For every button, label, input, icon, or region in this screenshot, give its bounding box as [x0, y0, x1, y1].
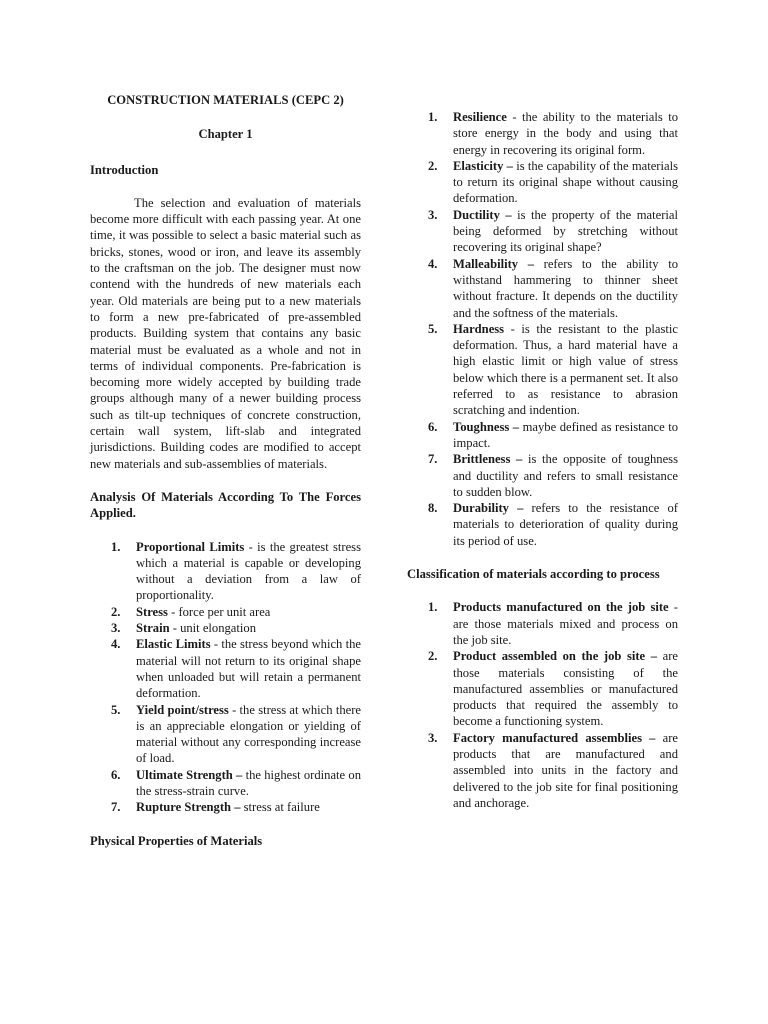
item-description: - unit elongation [169, 621, 256, 636]
analysis-list [90, 539, 361, 816]
item-term: Products manufactured on the job site [453, 600, 669, 615]
physical-properties-list [407, 109, 678, 549]
item-term: Factory manufactured assemblies – [453, 730, 656, 745]
list-item [90, 702, 361, 767]
item-term: Elastic Limits [136, 637, 211, 652]
item-description: stress at failure [240, 800, 320, 815]
physical-properties-heading: Physical Properties of Materials [90, 833, 263, 848]
item-term: Proportional Limits [136, 539, 245, 554]
item-description: - the stress beyond which the material will not return to its original shape when unloaded but will retain a permanent deformation. [136, 637, 361, 701]
list-item [90, 539, 361, 604]
list-item [407, 321, 678, 419]
list-item [407, 648, 678, 729]
item-description: are products that are manufactured and assembled into units in the factory and delivered to the job site for final positioning and anchorage. [453, 730, 678, 810]
chapter-heading: Chapter 1 [198, 127, 253, 142]
item-description: is the capability of the materials to return its original shape without causing deformation. [453, 158, 678, 206]
list-item [407, 158, 678, 207]
item-description: are those materials consisting of the manufactured assemblies or manufactured products that required the assembly to become a functioning system. [453, 649, 678, 729]
item-number: 5. [428, 321, 438, 336]
item-term: Elasticity – [453, 158, 513, 173]
item-description: is the property of the material being deformed by stretching without recovering its original shape? [453, 207, 678, 255]
item-description: - is the greatest stress which a material is capable or developing without a deviation from a law of proportionality. [136, 539, 361, 603]
item-term: Toughness – [453, 419, 520, 434]
list-item [90, 620, 361, 636]
item-term: Durability – [453, 501, 524, 516]
item-number: 4. [428, 256, 438, 271]
item-number: 3. [428, 730, 438, 745]
item-term: Strain [136, 621, 170, 636]
item-term: Stress [136, 604, 168, 619]
item-term: Yield point/stress [136, 702, 229, 717]
list-item [407, 451, 678, 500]
item-number: 6. [111, 767, 121, 782]
item-term: Resilience [453, 110, 507, 124]
item-term: Brittleness – [453, 452, 523, 467]
list-item [407, 207, 678, 256]
document-title: CONSTRUCTION MATERIALS (CEPC 2) [107, 93, 344, 107]
item-description: - is the resistant to the plastic deformation. Thus, a hard material have a high elastic limit or high value of stress below which there is a permanent set. It also referred to as resistance to abrasion scratching and indention. [453, 321, 678, 418]
item-number: 1. [428, 600, 438, 615]
item-number: 7. [111, 800, 121, 815]
list-item [407, 419, 678, 452]
item-description: the highest ordinate on the stress-strain curve. [136, 767, 361, 798]
classification-list [407, 599, 678, 811]
item-description: -are those materials mixed and process on the job site. [453, 600, 678, 647]
item-description: - the stress at which there is an appreciable elongation or yielding of material without any corresponding increase of load. [136, 702, 361, 766]
item-term: Rupture Strength – [136, 800, 241, 815]
item-term: Ultimate Strength – [136, 767, 243, 782]
list-item [407, 109, 678, 158]
item-description: - the ability to the materials to store energy in the body and using that energy in recovering its original form. [453, 110, 678, 157]
item-description: refers to the ability to withstand hammering to thinner sheet without fracture. It depends on the ductility and the softness of the materials. [453, 256, 678, 320]
item-number: 2. [428, 649, 438, 664]
introduction-paragraph: The selection and evaluation of materials become more difficult with each passing year. At one time, it was possible to select a basic material such as bricks, stones, wood or iron, and leave its assembly to the craftsman on the job. The designer must now contend with the hundreds of new materials each year. Old materials are being put to a new materials to form a new pre-fabricated of pre-assembled products. Building system that contains any basic material must be evaluated as a whole and not in terms of individual components. Pre-fabrication is becoming more widely accepted by building trade groups although many of a newer building process such as tilt-up techniques of concrete construction, certain wall system, lift-slab and integrated jurisdictions. Building codes are modified to accept new materials and sub-assemblies of materials. [90, 195, 361, 471]
item-number: 3. [111, 621, 121, 636]
right-column [407, 109, 678, 811]
item-description: refers to the resistance of materials to deterioration of quality during its period of use. [453, 501, 678, 548]
classification-heading: Classification of materials according to process [407, 567, 660, 582]
list-item [407, 500, 678, 549]
list-item [90, 799, 361, 815]
item-description: maybe defined as resistance to impact. [453, 419, 679, 450]
left-column [90, 92, 361, 849]
list-item [407, 256, 678, 321]
item-term: Product assembled on the job site – [453, 649, 658, 664]
list-item [90, 767, 361, 800]
item-number: 1. [428, 110, 438, 124]
item-number: 2. [428, 158, 438, 173]
list-item [90, 604, 361, 620]
item-number: 6. [428, 419, 438, 434]
item-number: 4. [111, 637, 121, 652]
item-description: is the opposite of toughness and ductility and refers to small resistance to sudden blow. [453, 452, 678, 499]
item-term: Malleability – [453, 256, 534, 271]
item-number: 8. [428, 501, 438, 516]
item-number: 2. [111, 604, 121, 619]
item-description: - force per unit area [167, 604, 271, 619]
item-term: Ductility – [453, 207, 512, 222]
item-term: Hardness [453, 321, 505, 336]
analysis-heading: Analysis Of Materials According To The Forces Applied. [90, 489, 361, 521]
item-number: 3. [428, 207, 438, 222]
list-item [90, 636, 361, 701]
item-number: 7. [428, 452, 438, 467]
item-number: 5. [111, 702, 121, 717]
introduction-heading: Introduction [90, 162, 159, 177]
list-item [407, 599, 678, 648]
item-number: 1. [111, 539, 121, 554]
list-item [407, 730, 678, 811]
